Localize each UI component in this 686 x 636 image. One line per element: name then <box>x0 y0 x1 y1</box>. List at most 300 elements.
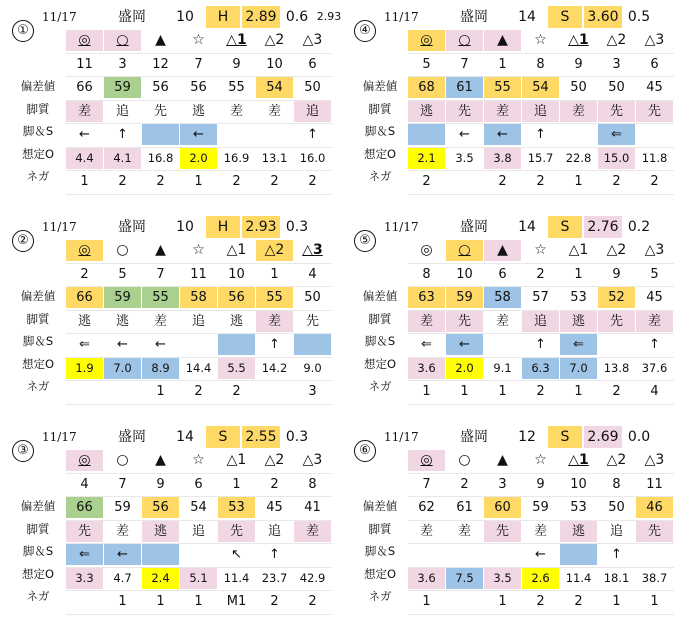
row-label: 脚質 <box>26 521 50 536</box>
race-extra-value <box>656 6 686 28</box>
horse-number-cell: 1 <box>270 266 279 282</box>
expected-odds-cell: 4.1 <box>104 148 141 169</box>
race-grade-badge: S <box>548 216 582 238</box>
running-style-cell: 追 <box>522 311 559 332</box>
race-confidence: 0.5 <box>627 9 651 25</box>
horse-number-cell: 1 <box>498 56 507 72</box>
negative-cell <box>104 381 141 402</box>
deviation-cell: 59 <box>446 287 483 308</box>
running-style-cell: 逃 <box>408 101 445 122</box>
horse-number-cell: 4 <box>308 266 317 282</box>
negative-cell: 2 <box>232 174 241 189</box>
style-row <box>66 311 332 335</box>
deviation-cell: 45 <box>646 80 663 95</box>
expected-odds-cell: 5.1 <box>180 568 217 589</box>
deviation-cell: 68 <box>408 77 445 98</box>
mark-cell: △3 <box>644 452 665 468</box>
row-label: ネガ <box>368 169 392 183</box>
deviation-cell: 53 <box>570 500 587 515</box>
running-style-cell: 逃 <box>115 313 129 329</box>
running-style-cell: 逃 <box>191 103 205 119</box>
horse-number-cell: 7 <box>156 266 165 282</box>
mark-cell: ▲ <box>484 240 521 261</box>
deviation-cell: 58 <box>180 287 217 308</box>
negative-cell: 2 <box>270 594 279 609</box>
negative-cell: 2 <box>536 174 545 189</box>
deviation-cell: 59 <box>114 500 131 515</box>
mark-cell: ◎ <box>408 30 445 51</box>
row-label: 想定O <box>21 356 55 371</box>
race-grade-badge: S <box>548 426 582 448</box>
hensa-row <box>66 77 332 101</box>
leg-speed-cell: ⇐ <box>79 337 90 352</box>
style-row <box>408 521 674 545</box>
leg-speed-cell <box>180 544 217 565</box>
expected-odds-cell: 2.4 <box>142 568 179 589</box>
deviation-cell: 61 <box>446 77 483 98</box>
running-style-cell: 先 <box>446 311 483 332</box>
horse-number-cell: 11 <box>76 56 93 72</box>
deviation-cell: 55 <box>142 287 179 308</box>
horse-number-cell: 9 <box>574 56 583 72</box>
horse-number-cell: 8 <box>308 476 317 492</box>
race-score: 3.60 <box>584 6 622 28</box>
race-header <box>10 6 342 30</box>
horse-number-cell: 8 <box>536 56 545 72</box>
odds-row <box>408 568 674 592</box>
leg-speed-cell: ⇐ <box>560 334 597 355</box>
marks-row <box>408 450 674 474</box>
running-style-cell: 差 <box>294 521 331 542</box>
negative-cell: 1 <box>422 384 431 399</box>
row-label: 偏差値 <box>362 289 398 303</box>
leg-speed-cell: ↑ <box>269 547 280 562</box>
running-style-cell: 先 <box>218 521 255 542</box>
negative-cell: 2 <box>536 594 545 609</box>
leg-row <box>408 124 674 148</box>
race-confidence: 0.3 <box>285 429 309 445</box>
leg-speed-cell: ← <box>459 127 470 142</box>
style-row <box>66 521 332 545</box>
mark-cell: ☆ <box>192 452 205 468</box>
deviation-cell: 55 <box>256 287 293 308</box>
expected-odds-cell: 16.0 <box>299 150 326 165</box>
negative-cell <box>66 381 103 402</box>
mark-cell: ○ <box>458 452 471 468</box>
race-date: 11/17 <box>384 430 419 444</box>
odds-row <box>408 148 674 172</box>
leg-speed-cell <box>218 334 255 355</box>
deviation-cell: 56 <box>152 80 169 95</box>
race-score: 2.69 <box>584 426 622 448</box>
deviation-cell: 60 <box>484 497 521 518</box>
race-field-size: 12 <box>518 429 536 445</box>
expected-odds-cell: 11.8 <box>641 150 668 165</box>
race-grid <box>66 450 332 615</box>
leg-speed-cell <box>294 334 331 355</box>
race-grid <box>66 240 332 405</box>
mark-cell: △3 <box>302 32 323 48</box>
running-style-cell: 差 <box>533 523 547 539</box>
expected-odds-cell: 3.5 <box>484 568 521 589</box>
row-label: 脚＆S <box>22 334 54 348</box>
running-style-cell: 先 <box>636 521 673 542</box>
negative-cell: 1 <box>574 384 583 399</box>
race-date: 11/17 <box>42 10 77 24</box>
leg-speed-cell <box>446 544 483 565</box>
running-style-cell: 追 <box>191 523 205 539</box>
deviation-cell: 56 <box>218 287 255 308</box>
leg-speed-cell <box>636 544 673 565</box>
horse-number-cell: 10 <box>456 266 473 282</box>
deviation-cell: 56 <box>142 497 179 518</box>
leg-speed-cell <box>484 544 521 565</box>
marks-row <box>408 240 674 264</box>
horse-number-cell: 6 <box>650 56 659 72</box>
mark-cell: △1 <box>226 452 247 468</box>
expected-odds-cell: 11.4 <box>565 570 592 585</box>
style-row <box>408 101 674 125</box>
mark-cell: ◎ <box>66 240 103 261</box>
mark-cell: ☆ <box>534 242 547 258</box>
expected-odds-cell: 23.7 <box>261 570 288 585</box>
negative-cell <box>66 591 103 612</box>
race-grid <box>408 30 674 195</box>
deviation-cell: 50 <box>304 290 321 305</box>
expected-odds-cell: 2.1 <box>408 148 445 169</box>
deviation-cell: 54 <box>522 77 559 98</box>
mark-cell: ▲ <box>484 30 521 51</box>
running-style-cell: 追 <box>191 313 205 329</box>
horse-row <box>408 474 674 498</box>
negative-cell: 2 <box>650 174 659 189</box>
race-panel <box>352 426 674 626</box>
race-venue: 盛岡 <box>460 9 488 25</box>
leg-speed-cell: ↑ <box>117 127 128 142</box>
negative-cell: 2 <box>156 174 165 189</box>
race-header <box>10 426 332 450</box>
mark-cell: △1 <box>568 452 589 468</box>
mark-cell: ◎ <box>408 450 445 471</box>
style-row <box>408 311 674 335</box>
nega-row <box>66 381 332 405</box>
row-label: 想定O <box>363 356 397 371</box>
negative-cell: 1 <box>156 384 165 399</box>
deviation-cell: 52 <box>598 287 635 308</box>
horse-row <box>408 264 674 288</box>
leg-speed-cell: ← <box>155 337 166 352</box>
mark-cell: △3 <box>302 452 323 468</box>
horse-number-cell: 5 <box>118 266 127 282</box>
negative-cell: 1 <box>80 174 89 189</box>
deviation-cell: 50 <box>304 80 321 95</box>
odds-row <box>408 358 674 382</box>
deviation-cell: 50 <box>608 80 625 95</box>
race-field-size: 14 <box>176 429 194 445</box>
race-date: 11/17 <box>42 220 77 234</box>
race-panel <box>352 216 674 416</box>
deviation-cell: 59 <box>104 77 141 98</box>
horse-number-cell: 7 <box>422 476 431 492</box>
expected-odds-cell: 14.4 <box>185 360 212 375</box>
leg-speed-cell: ← <box>535 547 546 562</box>
deviation-cell: 59 <box>532 500 549 515</box>
row-label: ネガ <box>26 589 50 603</box>
odds-row <box>66 148 332 172</box>
race-venue: 盛岡 <box>460 429 488 445</box>
negative-cell <box>446 591 483 612</box>
race-panel <box>10 6 342 206</box>
negative-cell: 2 <box>308 174 317 189</box>
mark-cell: ☆ <box>534 32 547 48</box>
race-date: 11/17 <box>42 430 77 444</box>
row-label: 脚＆S <box>22 544 54 558</box>
horse-row <box>408 54 674 78</box>
race-grid <box>408 240 674 405</box>
row-label: 脚質 <box>26 311 50 326</box>
horse-number-cell: 12 <box>152 56 169 72</box>
nega-row <box>408 171 674 195</box>
deviation-cell: 46 <box>636 497 673 518</box>
leg-speed-cell: ⇐ <box>598 124 635 145</box>
mark-cell: △2 <box>256 240 293 261</box>
race-number: ④ <box>354 20 376 42</box>
negative-cell: 2 <box>612 384 621 399</box>
row-label: 想定O <box>21 146 55 161</box>
mark-cell: ▲ <box>155 452 166 468</box>
expected-odds-cell: 3.8 <box>484 148 521 169</box>
race-field-size: 14 <box>518 9 536 25</box>
horse-number-cell: 5 <box>422 56 431 72</box>
row-label: 脚質 <box>368 311 392 326</box>
race-header <box>352 6 674 30</box>
horse-number-cell: 10 <box>266 56 283 72</box>
running-style-cell: 逃 <box>77 313 91 329</box>
horse-row <box>66 54 332 78</box>
leg-speed-cell: ⇐ <box>421 337 432 352</box>
row-label: ネガ <box>26 379 50 393</box>
negative-cell: 2 <box>498 174 507 189</box>
deviation-cell: 45 <box>646 290 663 305</box>
expected-odds-cell: 3.5 <box>455 150 474 165</box>
race-field-size: 10 <box>176 219 194 235</box>
mark-cell: ◎ <box>420 242 433 258</box>
race-venue: 盛岡 <box>118 429 146 445</box>
expected-odds-cell: 2.6 <box>522 568 559 589</box>
negative-cell: 1 <box>118 594 127 609</box>
running-style-cell: 差 <box>115 523 129 539</box>
horse-number-cell: 6 <box>498 266 507 282</box>
horse-number-cell: 2 <box>536 266 545 282</box>
horse-number-cell: 3 <box>612 56 621 72</box>
leg-speed-cell <box>560 124 597 145</box>
deviation-cell: 66 <box>66 497 103 518</box>
horse-number-cell: 7 <box>194 56 203 72</box>
running-style-cell: 追 <box>609 523 623 539</box>
race-header <box>352 216 674 240</box>
negative-cell: 2 <box>612 174 621 189</box>
expected-odds-cell: 8.9 <box>142 358 179 379</box>
running-style-cell: 追 <box>267 523 281 539</box>
style-row <box>66 101 332 125</box>
mark-cell: △2 <box>606 452 627 468</box>
negative-cell: 1 <box>498 594 507 609</box>
running-style-cell: 差 <box>457 523 471 539</box>
negative-cell: 1 <box>194 594 203 609</box>
mark-cell: ▲ <box>155 32 166 48</box>
expected-odds-cell: 22.8 <box>565 150 592 165</box>
deviation-cell: 56 <box>190 80 207 95</box>
nega-row <box>66 171 332 195</box>
running-style-cell: 先 <box>153 103 167 119</box>
leg-speed-cell <box>142 124 179 145</box>
race-panel <box>352 6 674 206</box>
negative-cell: 1 <box>650 594 659 609</box>
negative-cell: 2 <box>422 174 431 189</box>
mark-cell: ○ <box>116 452 129 468</box>
deviation-cell: 66 <box>66 287 103 308</box>
race-panel <box>10 216 332 416</box>
deviation-cell: 66 <box>76 80 93 95</box>
leg-speed-cell: ↑ <box>269 337 280 352</box>
leg-speed-cell: ↑ <box>307 127 318 142</box>
running-style-cell: 差 <box>636 311 673 332</box>
running-style-cell: 逃 <box>229 313 243 329</box>
odds-row <box>66 358 332 382</box>
deviation-cell: 59 <box>104 287 141 308</box>
negative-cell <box>256 381 293 402</box>
deviation-cell: 53 <box>570 290 587 305</box>
deviation-cell: 50 <box>608 500 625 515</box>
race-header <box>352 426 674 450</box>
leg-speed-cell: ← <box>484 124 521 145</box>
horse-number-cell: 7 <box>118 476 127 492</box>
negative-cell: 2 <box>308 594 317 609</box>
expected-odds-cell: 3.6 <box>408 568 445 589</box>
deviation-cell: 54 <box>256 77 293 98</box>
running-style-cell: 差 <box>495 313 509 329</box>
horse-number-cell: 2 <box>270 476 279 492</box>
mark-cell: ☆ <box>192 32 205 48</box>
mark-cell: ▲ <box>497 452 508 468</box>
race-venue: 盛岡 <box>118 219 146 235</box>
race-number: ⑥ <box>354 440 376 462</box>
leg-speed-cell: ← <box>117 337 128 352</box>
horse-number-cell: 11 <box>190 266 207 282</box>
expected-odds-cell: 4.4 <box>66 148 103 169</box>
race-grade-badge: H <box>206 6 240 28</box>
row-label: 脚質 <box>26 101 50 116</box>
horse-number-cell: 6 <box>308 56 317 72</box>
mark-cell: ○ <box>104 30 141 51</box>
negative-cell: 2 <box>574 594 583 609</box>
expected-odds-cell: 5.5 <box>218 358 255 379</box>
running-style-cell: 差 <box>256 311 293 332</box>
race-number: ③ <box>12 440 34 462</box>
negative-cell: 1 <box>498 384 507 399</box>
expected-odds-cell: 9.1 <box>493 360 512 375</box>
mark-cell: △2 <box>606 242 627 258</box>
negative-cell: 1 <box>574 174 583 189</box>
race-score: 2.93 <box>242 216 280 238</box>
negative-cell: 4 <box>650 384 659 399</box>
mark-cell: △1 <box>568 242 589 258</box>
expected-odds-cell: 6.3 <box>522 358 559 379</box>
hensa-row <box>408 287 674 311</box>
running-style-cell: 差 <box>267 103 281 119</box>
expected-odds-cell: 16.8 <box>147 150 174 165</box>
leg-speed-cell: ⇐ <box>66 544 103 565</box>
horse-number-cell: 3 <box>498 476 507 492</box>
running-style-cell: 先 <box>598 311 635 332</box>
running-style-cell: 差 <box>408 311 445 332</box>
race-extra-value: 2.93 <box>316 10 342 23</box>
running-style-cell: 差 <box>66 101 103 122</box>
race-venue: 盛岡 <box>118 9 146 25</box>
horse-number-cell: 2 <box>460 476 469 492</box>
leg-speed-cell <box>180 334 217 355</box>
race-field-size: 14 <box>518 219 536 235</box>
running-style-cell: 追 <box>294 101 331 122</box>
race-grid <box>66 30 332 195</box>
leg-speed-cell: ↑ <box>535 127 546 142</box>
mark-cell: ◎ <box>66 30 103 51</box>
row-label: 脚＆S <box>364 334 396 348</box>
leg-speed-cell: ↑ <box>649 337 660 352</box>
expected-odds-cell: 16.9 <box>223 150 250 165</box>
leg-speed-cell: ← <box>104 544 141 565</box>
race-date: 11/17 <box>384 220 419 234</box>
running-style-cell: 先 <box>66 521 103 542</box>
race-confidence: 0.2 <box>627 219 651 235</box>
running-style-cell: 逃 <box>560 521 597 542</box>
horse-number-cell: 4 <box>80 476 89 492</box>
leg-speed-cell <box>256 124 293 145</box>
leg-row <box>66 334 332 358</box>
expected-odds-cell: 15.0 <box>598 148 635 169</box>
leg-speed-cell: ← <box>446 334 483 355</box>
expected-odds-cell: 11.4 <box>223 570 250 585</box>
row-label: ネガ <box>26 169 50 183</box>
row-label: 脚＆S <box>22 124 54 138</box>
race-extra-value <box>314 426 344 448</box>
running-style-cell: 先 <box>305 313 319 329</box>
leg-speed-cell <box>218 124 255 145</box>
deviation-cell: 57 <box>532 290 549 305</box>
horse-number-cell: 9 <box>536 476 545 492</box>
odds-row <box>66 568 332 592</box>
mark-cell: △1 <box>568 32 589 48</box>
expected-odds-cell: 1.9 <box>66 358 103 379</box>
race-header <box>10 216 332 240</box>
row-label: 脚＆S <box>364 124 396 138</box>
horse-number-cell: 10 <box>570 476 587 492</box>
expected-odds-cell: 18.1 <box>603 570 630 585</box>
leg-row <box>66 544 332 568</box>
race-number: ① <box>12 20 34 42</box>
leg-speed-cell <box>142 544 179 565</box>
negative-cell: 1 <box>194 174 203 189</box>
negative-cell: 1 <box>612 594 621 609</box>
deviation-cell: 54 <box>190 500 207 515</box>
running-style-cell: 差 <box>484 101 521 122</box>
running-style-cell: 差 <box>153 313 167 329</box>
hensa-row <box>66 287 332 311</box>
expected-odds-cell: 7.5 <box>446 568 483 589</box>
expected-odds-cell: 7.0 <box>560 358 597 379</box>
deviation-cell: 62 <box>418 500 435 515</box>
running-style-cell: 先 <box>598 101 635 122</box>
